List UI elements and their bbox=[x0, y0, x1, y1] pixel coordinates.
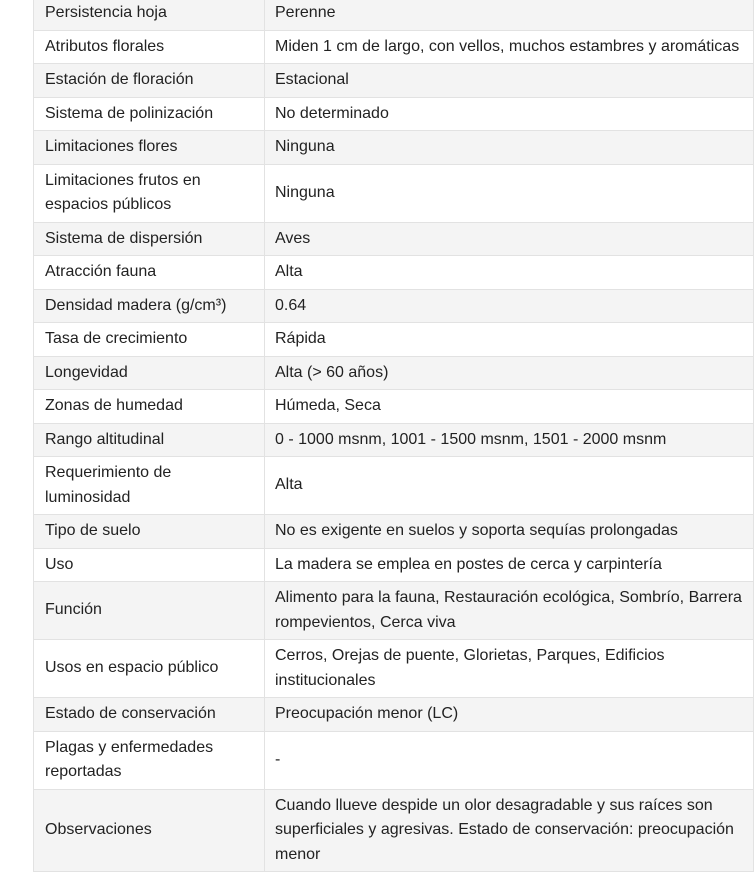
table-row bbox=[34, 731, 754, 789]
row-value-uso: La madera se emplea en postes de cerca y carpintería bbox=[265, 548, 754, 582]
row-value-tasa-crecimiento: Rápida bbox=[265, 323, 754, 357]
row-label-densidad-madera: Densidad madera (g/cm³) bbox=[34, 289, 265, 323]
table-row bbox=[34, 423, 754, 457]
table-row bbox=[34, 0, 754, 30]
table-row bbox=[34, 789, 754, 872]
table-row bbox=[34, 390, 754, 424]
table-row bbox=[34, 698, 754, 732]
row-label-usos-espacio-publico: Usos en espacio público bbox=[34, 640, 265, 698]
row-label-estacion-floracion: Estación de floración bbox=[34, 64, 265, 98]
table-row bbox=[34, 222, 754, 256]
row-value-estado-conservacion: Preocupación menor (LC) bbox=[265, 698, 754, 732]
row-value-observaciones: Cuando llueve despide un olor desagradable y sus raíces son superficiales y agresivas. Estado de conservación: preocupación menor bbox=[265, 789, 754, 872]
table-row bbox=[34, 515, 754, 549]
row-label-longevidad: Longevidad bbox=[34, 356, 265, 390]
row-value-usos-espacio-publico: Cerros, Orejas de puente, Glorietas, Parques, Edificios institucionales bbox=[265, 640, 754, 698]
row-label-atraccion-fauna: Atracción fauna bbox=[34, 256, 265, 290]
row-value-plagas-enfermedades: - bbox=[265, 731, 754, 789]
table-row bbox=[34, 131, 754, 165]
table-row bbox=[34, 256, 754, 290]
row-value-atraccion-fauna: Alta bbox=[265, 256, 754, 290]
row-label-limitaciones-frutos: Limitaciones frutos en espacios públicos bbox=[34, 164, 265, 222]
row-value-atributos-florales: Miden 1 cm de largo, con vellos, muchos estambres y aromáticas bbox=[265, 30, 754, 64]
row-label-tipo-suelo: Tipo de suelo bbox=[34, 515, 265, 549]
row-label-observaciones: Observaciones bbox=[34, 789, 265, 872]
row-value-requerimiento-luminosidad: Alta bbox=[265, 457, 754, 515]
row-label-requerimiento-luminosidad: Requerimiento de luminosidad bbox=[34, 457, 265, 515]
table-row bbox=[34, 164, 754, 222]
table-row bbox=[34, 356, 754, 390]
attributes-table-body bbox=[34, 0, 754, 872]
table-row bbox=[34, 97, 754, 131]
row-value-estacion-floracion: Estacional bbox=[265, 64, 754, 98]
row-label-uso: Uso bbox=[34, 548, 265, 582]
row-value-sistema-dispersion: Aves bbox=[265, 222, 754, 256]
attributes-table bbox=[33, 0, 754, 872]
row-label-estado-conservacion: Estado de conservación bbox=[34, 698, 265, 732]
table-row bbox=[34, 640, 754, 698]
table-row bbox=[34, 323, 754, 357]
row-label-tasa-crecimiento: Tasa de crecimiento bbox=[34, 323, 265, 357]
table-row bbox=[34, 64, 754, 98]
row-value-longevidad: Alta (> 60 años) bbox=[265, 356, 754, 390]
table-row bbox=[34, 582, 754, 640]
table-row bbox=[34, 289, 754, 323]
row-label-plagas-enfermedades: Plagas y enfermedades reportadas bbox=[34, 731, 265, 789]
row-label-funcion: Función bbox=[34, 582, 265, 640]
row-value-zonas-humedad: Húmeda, Seca bbox=[265, 390, 754, 424]
row-value-rango-altitudinal: 0 - 1000 msnm, 1001 - 1500 msnm, 1501 - 2000 msnm bbox=[265, 423, 754, 457]
row-label-sistema-dispersion: Sistema de dispersión bbox=[34, 222, 265, 256]
table-row bbox=[34, 30, 754, 64]
row-value-persistencia-hoja: Perenne bbox=[265, 0, 754, 30]
row-value-densidad-madera: 0.64 bbox=[265, 289, 754, 323]
table-row bbox=[34, 457, 754, 515]
row-value-sistema-polinizacion: No determinado bbox=[265, 97, 754, 131]
row-label-limitaciones-flores: Limitaciones flores bbox=[34, 131, 265, 165]
row-value-funcion: Alimento para la fauna, Restauración ecológica, Sombrío, Barrera rompevientos, Cerca viva bbox=[265, 582, 754, 640]
row-value-limitaciones-flores: Ninguna bbox=[265, 131, 754, 165]
row-label-rango-altitudinal: Rango altitudinal bbox=[34, 423, 265, 457]
row-label-persistencia-hoja: Persistencia hoja bbox=[34, 0, 265, 30]
row-label-atributos-florales: Atributos florales bbox=[34, 30, 265, 64]
row-value-tipo-suelo: No es exigente en suelos y soporta sequías prolongadas bbox=[265, 515, 754, 549]
row-label-zonas-humedad: Zonas de humedad bbox=[34, 390, 265, 424]
table-row bbox=[34, 548, 754, 582]
row-label-sistema-polinizacion: Sistema de polinización bbox=[34, 97, 265, 131]
row-value-limitaciones-frutos: Ninguna bbox=[265, 164, 754, 222]
